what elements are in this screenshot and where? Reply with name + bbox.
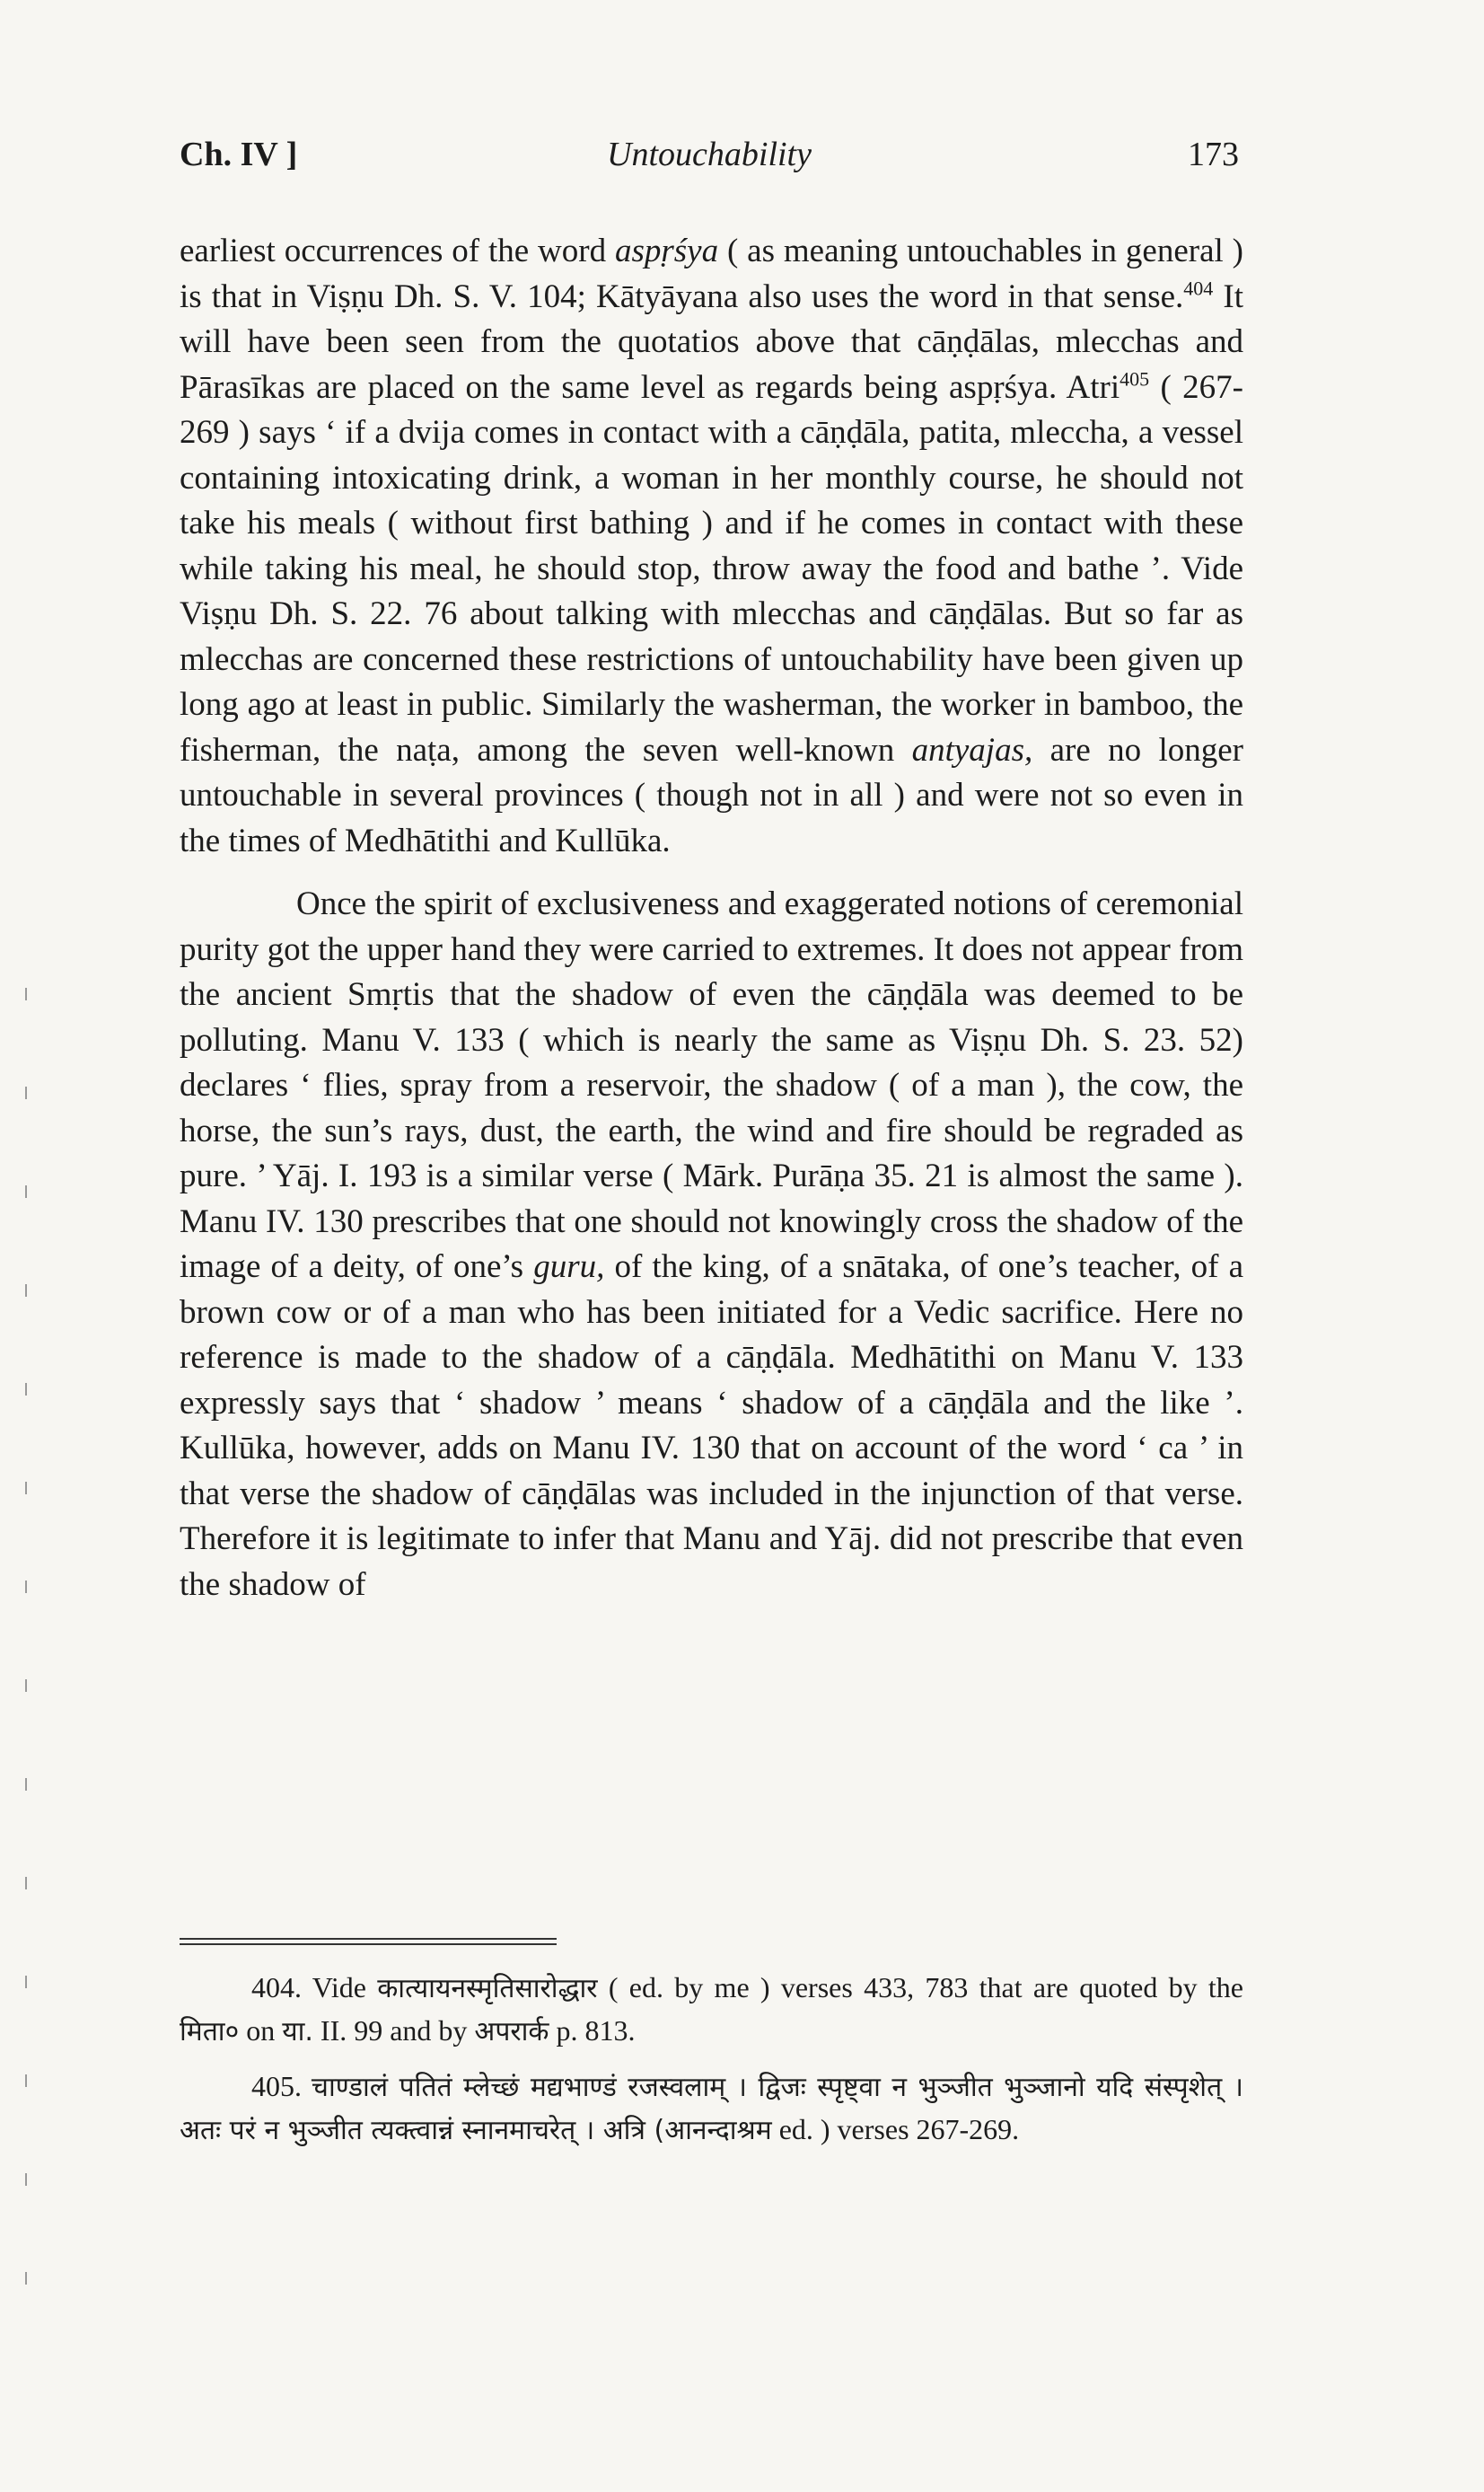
devanagari-text: या. [282,2016,313,2047]
margin-tick [25,1877,27,1889]
devanagari-text: कात्यायनस्मृतिसारोद्धार [377,1973,598,2004]
text-run: p. 813. [549,2014,636,2047]
footnotes [180,1967,1243,2164]
margin-tick [25,1976,27,1988]
running-title: Untouchability [607,136,812,173]
text-run: earliest occurrences of the word [180,233,615,269]
margin-tick [25,2173,27,2186]
text-run: II. 99 and by [312,2014,475,2047]
devanagari-text: अपरार्क [474,2016,549,2047]
text-run: 404. Vide [251,1971,378,2003]
text-run: ( as meaning untouchables in general ) is that in Viṣṇu Dh. S. V. 104; Kātyāyana also uses the word in that sense. [180,233,1243,315]
text-run: It will have been seen from the quotatios above that cāṇḍālas, mlecchas and Pārasīkas are placed on the same level as regards being aspṛśya. Atri [180,277,1244,406]
text-run: ( 267-269 ) says ‘ if a dvija comes in contact with a cāṇḍāla, patita, mleccha, a vessel containing intoxicating drink, a woman in her monthly course, he should not take his meals ( without first bathing ) and if he comes in contact with these while taking his meal, he should stop, throw away the food and bathe ’. Vide Viṣṇu Dh. S. 22. 76 about talking with mlecchas and cāṇḍālas. But so far as mlecchas are concerned these restrictions of untouchability have been given up long ago at least in public. Similarly the washerman, the worker in bamboo, the fisherman, the naṭa, among the seven well-known [180,368,1243,769]
text-run: are no longer untouchable in several provinces ( though not in all ) and were not so even in the times of Medhātithi and Kullūka. [180,731,1243,859]
running-head [180,135,1239,189]
margin-tick [25,1679,27,1692]
italic-term: guru, [533,1248,605,1285]
footnote-ref: 404 [1183,277,1214,300]
text-run: of the king, of a snātaka, of one’s teacher, of a brown cow or of a man who has been initiated for a Vedic sacrifice. Here no reference is made to the shadow of a cāṇḍāla. Medhātithi on Manu V. 133 expressly says that ‘ shadow ’ means ‘ shadow of a cāṇḍāla and the like ’. Kullūka, however, adds on Manu IV. 130 that on account of the word ‘ ca ’ in that verse the shadow of cāṇḍālas was included in the injunction of that verse. Therefore it is legitimate to infer that Manu and Yāj. did not prescribe that even the shadow of [180,1248,1243,1603]
italic-term: antyajas, [911,731,1033,769]
margin-tick [25,1087,27,1099]
margin-tick [25,1581,27,1593]
footnote-rule [180,1943,557,1945]
margin-tick [25,2272,27,2285]
page-number: 173 [1188,136,1239,173]
text-run: ( ed. by me ) verses 433, 783 that are quoted by the [597,1971,1244,2003]
main-text [180,229,1243,1607]
footnote-rule [180,1938,557,1940]
footnote [180,1967,1243,2053]
chapter-label: Ch. IV ] [180,136,298,173]
text-run: Once the spirit of exclusiveness and exaggerated notions of ceremonial purity got the upper hand they were carried to extremes. It does not appear from the ancient Smṛtis that the shadow of even the cāṇḍāla was deemed to be polluting. Manu V. 133 ( which is nearly the same as Viṣṇu Dh. S. 23. 52) declares ‘ flies, spray from a reservoir, the shadow ( of a man ), the cow, the horse, the sun’s rays, dust, the earth, the wind and fire should be regraded as pure. ’ Yāj. I. 193 is a similar verse ( Mārk. Purāṇa 35. 21 is almost the same ). Manu IV. 130 prescribes that one should not knowingly cross the shadow of the image of a deity, of one’s [180,885,1243,1285]
paragraph [180,229,1243,864]
margin-tick [25,1778,27,1791]
italic-term: aspṛśya [614,233,719,269]
devanagari-text: चाण्डालं पतितं म्लेच्छं मद्यभाण्डं रजस्वलाम् । द्विजः स्पृष्ट्वा न भुञ्जीत भुञ्जानो यदि संस्पृशेत् । अतः परं न भुञ्जीत त्यक्त्वान्नं स्नानमाचरेत् । अत्रि (आनन्दाश्रम [180,2072,1243,2146]
margin-tick [25,1284,27,1297]
margin-tick [25,1482,27,1494]
text-run: ed. ) verses 267-269. [771,2113,1020,2145]
margin-tick [25,2074,27,2087]
margin-tick [25,988,27,1000]
margin-marks [25,988,29,2425]
margin-tick [25,1383,27,1396]
footnote [180,2065,1243,2152]
text-run: on [239,2014,283,2047]
paragraph [180,882,1243,1607]
footnote-ref: 405 [1120,367,1150,391]
margin-tick [25,1185,27,1198]
devanagari-text: मिता० [180,2016,240,2047]
text-run: 405. [251,2070,312,2102]
